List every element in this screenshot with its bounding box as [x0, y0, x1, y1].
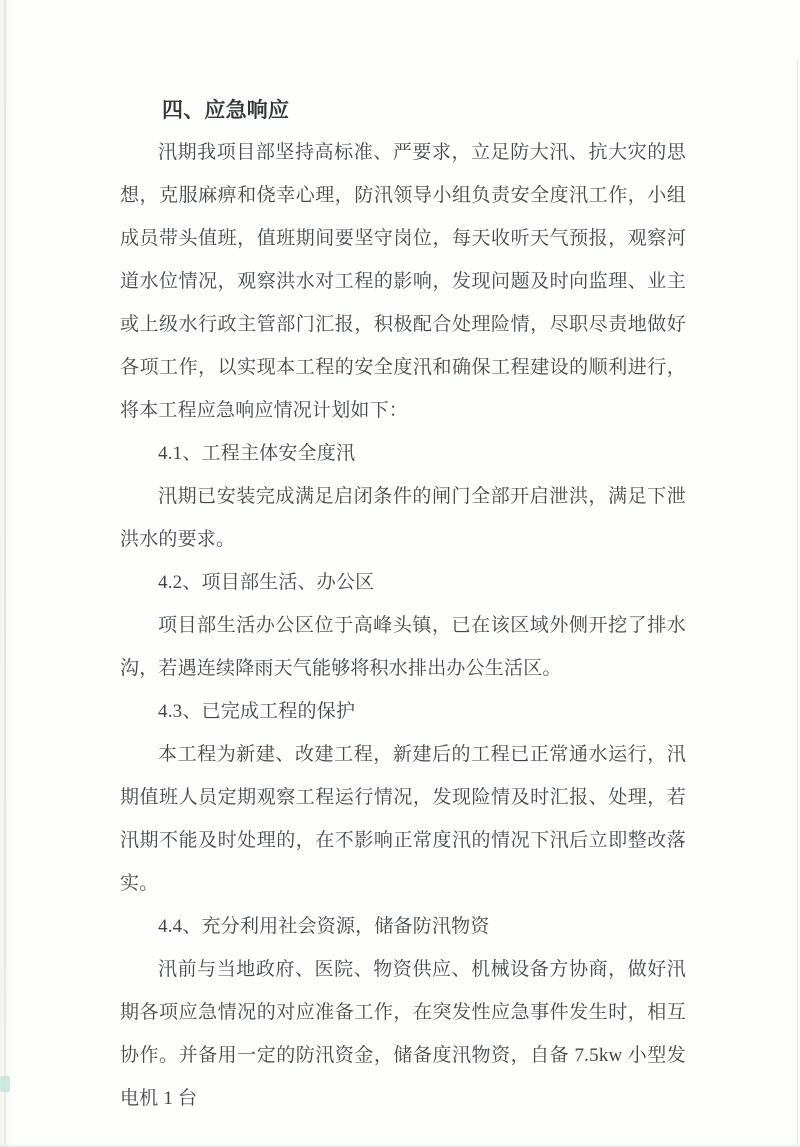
section-title: 四、应急响应 [162, 98, 290, 122]
paragraph-overview: 汛期我项目部坚持高标准、严要求，立足防大汛、抗大灾的思想，克服麻痹和侥幸心理，防汛领导小组负责安全度汛工作，小组成员带头值班，值班期间要坚守岗位，每天收听天气预报，观察河道水位情况，观察洪水对工程的影响，发现问题及时向监理、业主或上级水行政主管部门汇报，积极配合处理险情，尽职尽责地做好各项工作，以实现本工程的安全度汛和确保工程建设的顺利进行，将本工程应急响应情况计划如下： [120, 142, 686, 421]
scan-left-shading [0, 0, 14, 1147]
document-text-column [120, 90, 686, 1120]
paragraph-4-1: 汛期已安装完成满足启闭条件的闸门全部开启泄洪，满足下泄洪水的要求。 [120, 486, 686, 550]
scan-edge-line-right [797, 60, 798, 1147]
scan-teal-mark [0, 1076, 10, 1092]
paragraph-4-3: 本工程为新建、改建工程，新建后的工程已正常通水运行，汛期值班人员定期观察工程运行情况，发现险情及时汇报、处理，若汛期不能及时处理的，在不影响正常度汛的情况下汛后立即整改落实。 [120, 744, 686, 894]
paragraph-4-2: 项目部生活办公区位于高峰头镇，已在该区域外侧开挖了排水沟，若遇连续降雨天气能够将积水排出办公生活区。 [120, 615, 686, 679]
subsection-heading-4-2: 4.2、项目部生活、办公区 [158, 572, 375, 593]
subsection-heading-4-3: 4.3、已完成工程的保护 [158, 701, 356, 722]
scan-edge-line-left [4, 0, 6, 1147]
subsection-heading-4-4: 4.4、充分利用社会资源，储备防汛物资 [158, 916, 490, 937]
paragraph-4-4: 汛前与当地政府、医院、物资供应、机械设备方协商，做好汛期各项应急情况的对应准备工作，在突发性应急事件发生时，相互协作。并备用一定的防汛资金，储备度汛物资，自备 7.5kw 小型发电机 1 台 [120, 959, 686, 1109]
subsection-heading-4-1: 4.1、工程主体安全度汛 [158, 443, 356, 464]
